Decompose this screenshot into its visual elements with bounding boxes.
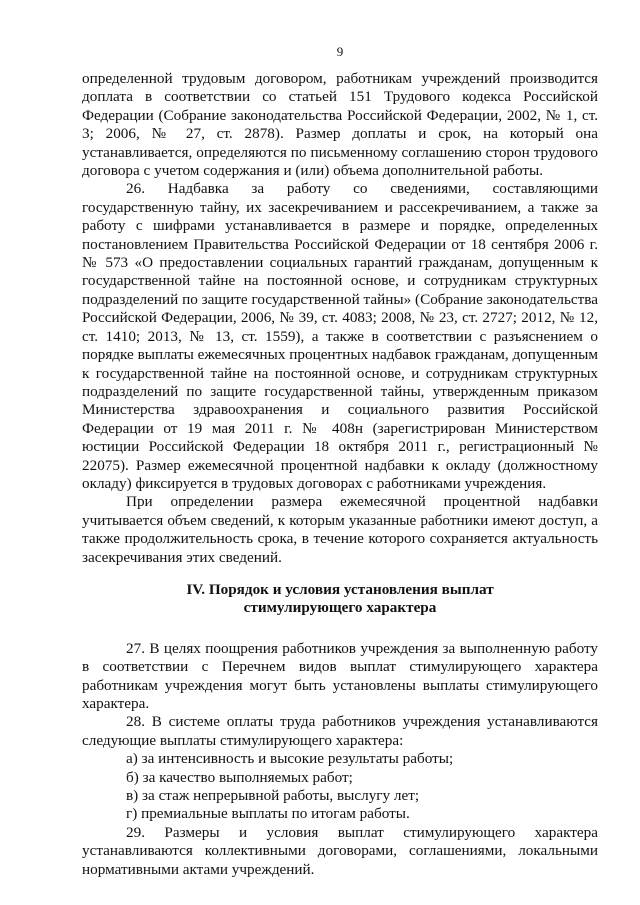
list-item: б) за качество выполняемых работ;	[126, 768, 353, 786]
paragraph-26: 26. Надбавка за работу со сведениями, составляющими государственную тайну, их засекречиванием и рассекречиванием, а также за работу с шифрами устанавливается в размере и порядке, определенных постановлением Правительства Российской Федерации от 18 сентября 2006 г. № 573 «О предоставлении социальных гарантий гражданам, допущенным к государственной тайне на постоянной основе, и сотрудникам структурных подразделений по защите государственной тайны» (Собрание законодательства Российской Федерации, 2006, № 39, ст. 4083; 2008, № 23, ст. 2727; 2012, № 12, ст. 1410; 2013, № 13, ст. 1559), а также в соответствии с разъяснением о порядке выплаты ежемесячных процентных надбавок гражданам, допущенным к государственной тайне на постоянной основе, и сотрудникам структурных подразделений по защите государственной тайны, утвержденным приказом Министерства здравоохранения и социального развития Российской Федерации от 19 мая 2011 г. № 408н (зарегистрирован Министерством юстиции Российской Федерации 18 октября 2011 г., регистрационный № 22075). Размер ежемесячной процентной надбавки к окладу (должностному окладу) фиксируется в трудовых договорах с работниками учреждения.	[82, 180, 598, 492]
section-heading	[82, 581, 598, 618]
section-heading-line-2: стимулирующего характера	[243, 599, 437, 617]
paragraph-27: 27. В целях поощрения работников учреждения за выполненную работу в соответствии с Перечнем видов выплат стимулирующего характера работникам учреждения могут быть установлены выплаты стимулирующего характера.	[82, 639, 598, 712]
paragraph-28: 28. В системе оплаты труда работников учреждения устанавливаются следующие выплаты стимулирующего характера:	[82, 713, 598, 749]
paragraph-26-addendum: При определении размера ежемесячной процентной надбавки учитывается объем сведений, к которым указанные работники имеют доступ, а также продолжительность срока, в течение которого сохраняется актуальность засекречивания этих сведений.	[82, 493, 598, 566]
list-item: в) за стаж непрерывной работы, выслугу лет;	[126, 787, 420, 805]
list-item: а) за интенсивность и высокие результаты работы;	[126, 750, 454, 768]
page-number: 9	[336, 44, 344, 59]
paragraph-continuation: определенной трудовым договором, работникам учреждений производится доплата в соответствии со статьей 151 Трудового кодекса Российской Федерации (Собрание законодательства Российской Федерации, 2002, № 1, ст. 3; 2006, № 27, ст. 2878). Размер доплаты и срок, на который она устанавливается, определяются по письменному соглашению сторон трудового договора с учетом содержания и (или) объема дополнительной работы.	[82, 70, 598, 180]
list-item: г) премиальные выплаты по итогам работы.	[126, 805, 410, 823]
document-body	[82, 70, 598, 879]
section-heading-line-1: IV. Порядок и условия установления выплат	[186, 580, 494, 598]
paragraph-29: 29. Размеры и условия выплат стимулирующего характера устанавливаются коллективными договорами, соглашениями, локальными нормативными актами учреждений.	[82, 823, 598, 878]
